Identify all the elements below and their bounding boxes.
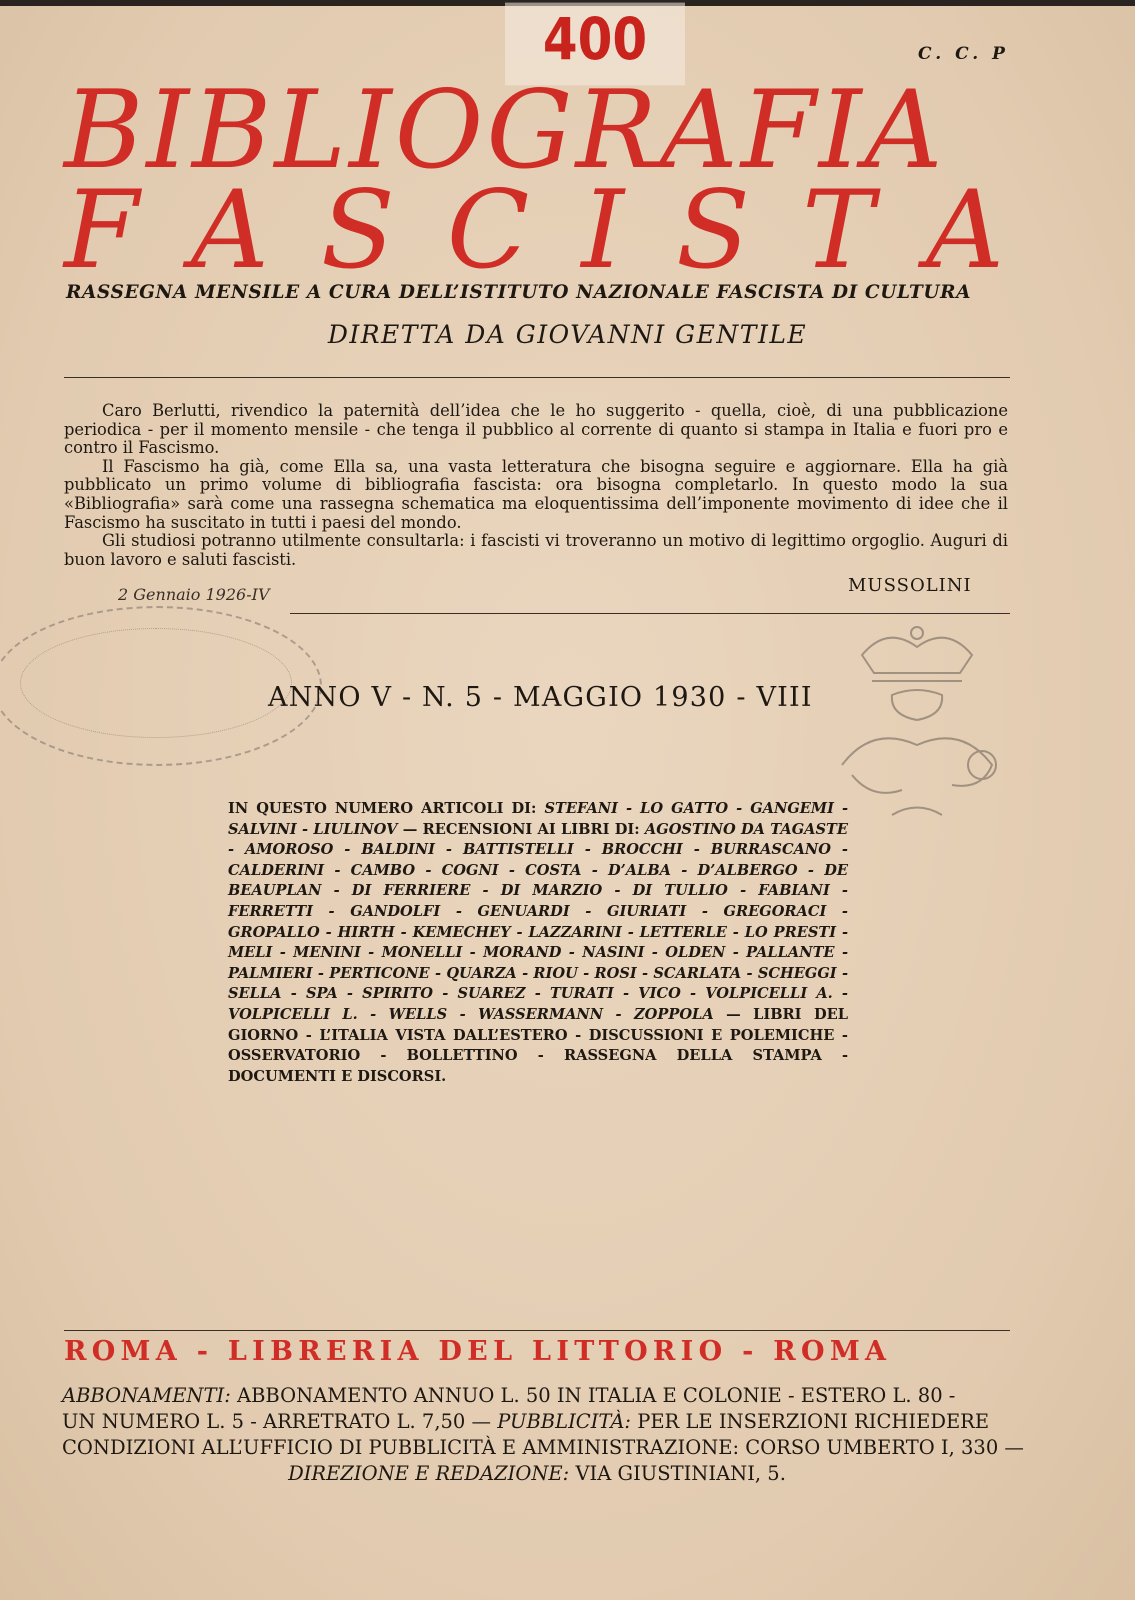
title-letter: T [801, 168, 875, 293]
contents-intro: IN QUESTO NUMERO ARTICOLI DI: [228, 800, 537, 817]
subscription-info [62, 1383, 1024, 1487]
publisher-line: ROMA - LIBRERIA DEL LITTORIO - ROMA [64, 1336, 892, 1367]
footer-line-1 [62, 1383, 1012, 1409]
footer-line-2 [62, 1409, 1012, 1435]
title-letter: A [190, 168, 269, 293]
divider-letter [290, 613, 1010, 614]
divider-bottom [64, 1330, 1010, 1331]
editorial-address: VIA GIUSTINIANI, 5. [575, 1462, 786, 1485]
letter-signature: MUSSOLINI [848, 575, 972, 596]
issue-contents [228, 799, 848, 1087]
issue-line: ANNO V - N. 5 - MAGGIO 1930 - VIII [268, 682, 813, 713]
advertising-label: PUBBLICITÀ: [497, 1410, 631, 1433]
letter-paragraph: Il Fascismo ha già, come Ella sa, una vasta letteratura che bisogna seguire e aggiornare. Ella ha già pubblicato un primo volume di bibliografia fascista: ora bisogna completarlo. In questo modo la sua «Bibliografia» sarà come una rassegna schematica ma eloquentissima dell’imponente movimento di idee che il Fascismo ha suscitato in tutti i paesi del mondo. [64, 456, 1008, 532]
title-letter: S [676, 168, 751, 293]
footer-line-3: CONDIZIONI ALL’UFFICIO DI PUBBLICITÀ E AMMINISTRAZIONE: CORSO UMBERTO I, 330 — [62, 1436, 1024, 1459]
masthead-director: DIRETTA DA GIOVANNI GENTILE [327, 320, 808, 349]
postmark-inner-ring [20, 628, 292, 738]
subscriptions-line2: UN NUMERO L. 5 - ARRETRATO L. 7,50 — [62, 1410, 492, 1433]
title-letter: I [581, 168, 625, 293]
masthead-subtitle: RASSEGNA MENSILE A CURA DELL’ISTITUTO NAZIONALE FASCISTA DI CULTURA [66, 282, 972, 303]
masthead-title-line1: BIBLIOGRAFIA [64, 68, 946, 193]
title-letter: A [925, 168, 1004, 293]
divider-top [64, 377, 1010, 378]
title-letter: F [64, 168, 139, 293]
title-letter: C [446, 168, 530, 293]
mussolini-letter [64, 402, 1008, 569]
letter-date: 2 Gennaio 1926-IV [118, 585, 270, 604]
subscriptions-label: ABBONAMENTI: [62, 1384, 231, 1407]
title-letter: S [320, 168, 395, 293]
subscriptions-line1: ABBONAMENTO ANNUO L. 50 IN ITALIA E COLONIE - ESTERO L. 80 - [236, 1384, 956, 1407]
inventory-number-stamp: 400 [505, 3, 685, 86]
contents-sections: — LIBRI DEL GIORNO - L’ITALIA VISTA DALL’ESTERO - DISCUSSIONI E POLEMICHE - OSSERVATORIO - BOLLETTINO - RASSEGNA DELLA STAMPA - DOCUMENTI E DISCORSI. [228, 1005, 848, 1085]
letter-paragraph: Caro Berlutti, rivendico la paternità dell’idea che le ho suggerito - quella, cioè, di una pubblicazione periodica - per il momento mensile - che tenga il pubblico al corrente di quanto si stampa in Italia e fuori pro e contro il Fascismo. [64, 401, 1008, 458]
contents-reviews-label: — RECENSIONI AI LIBRI DI: [402, 820, 640, 838]
advertising-line2: PER LE INSERZIONI RICHIEDERE [637, 1410, 990, 1433]
editorial-label: DIREZIONE E REDAZIONE: [288, 1462, 570, 1485]
crown-emblem-icon [832, 615, 1002, 825]
contents-reviewed-authors: AGOSTINO DA TAGASTE - AMOROSO - BALDINI - BATTISTELLI - BROCCHI - BURRASCANO - CALDERINI - CAMBO - COGNI - COSTA - D’ALBA - D’ALBERGO - DE BEAUPLAN - DI FERRIERE - DI MARZIO - DI TULLIO - FABIANI - FERRETTI - GANDOLFI - GENUARDI - GIURIATI - GREGORACI - GROPALLO - HIRTH - KEMECHEY - LAZZARINI - LETTERLE - LO PRESTI - MELI - MENINI - MONELLI - MORAND - NASINI - OLDEN - PALLANTE - PALMIERI - PERTICONE - QUARZA - RIOU - ROSI - SCARLATA - SCHEGGI - SELLA - SPA - SPIRITO - SUAREZ - TURATI - VICO - VOLPICELLI A. - VOLPICELLI L. - WELLS - WASSERMANN - ZOPPOLA [228, 820, 849, 1023]
letter-paragraph: Gli studiosi potranno utilmente consultarla: i fascisti vi troveranno un motivo di legittimo orgoglio. Auguri di buon lavoro e saluti fascisti. [64, 531, 1008, 569]
footer-line-4 [62, 1461, 1012, 1487]
corner-code: C. C. P [918, 44, 1009, 64]
contents-authors: STEFANI - LO GATTO - GANGEMI - SALVINI - LIULINOV [228, 800, 848, 838]
